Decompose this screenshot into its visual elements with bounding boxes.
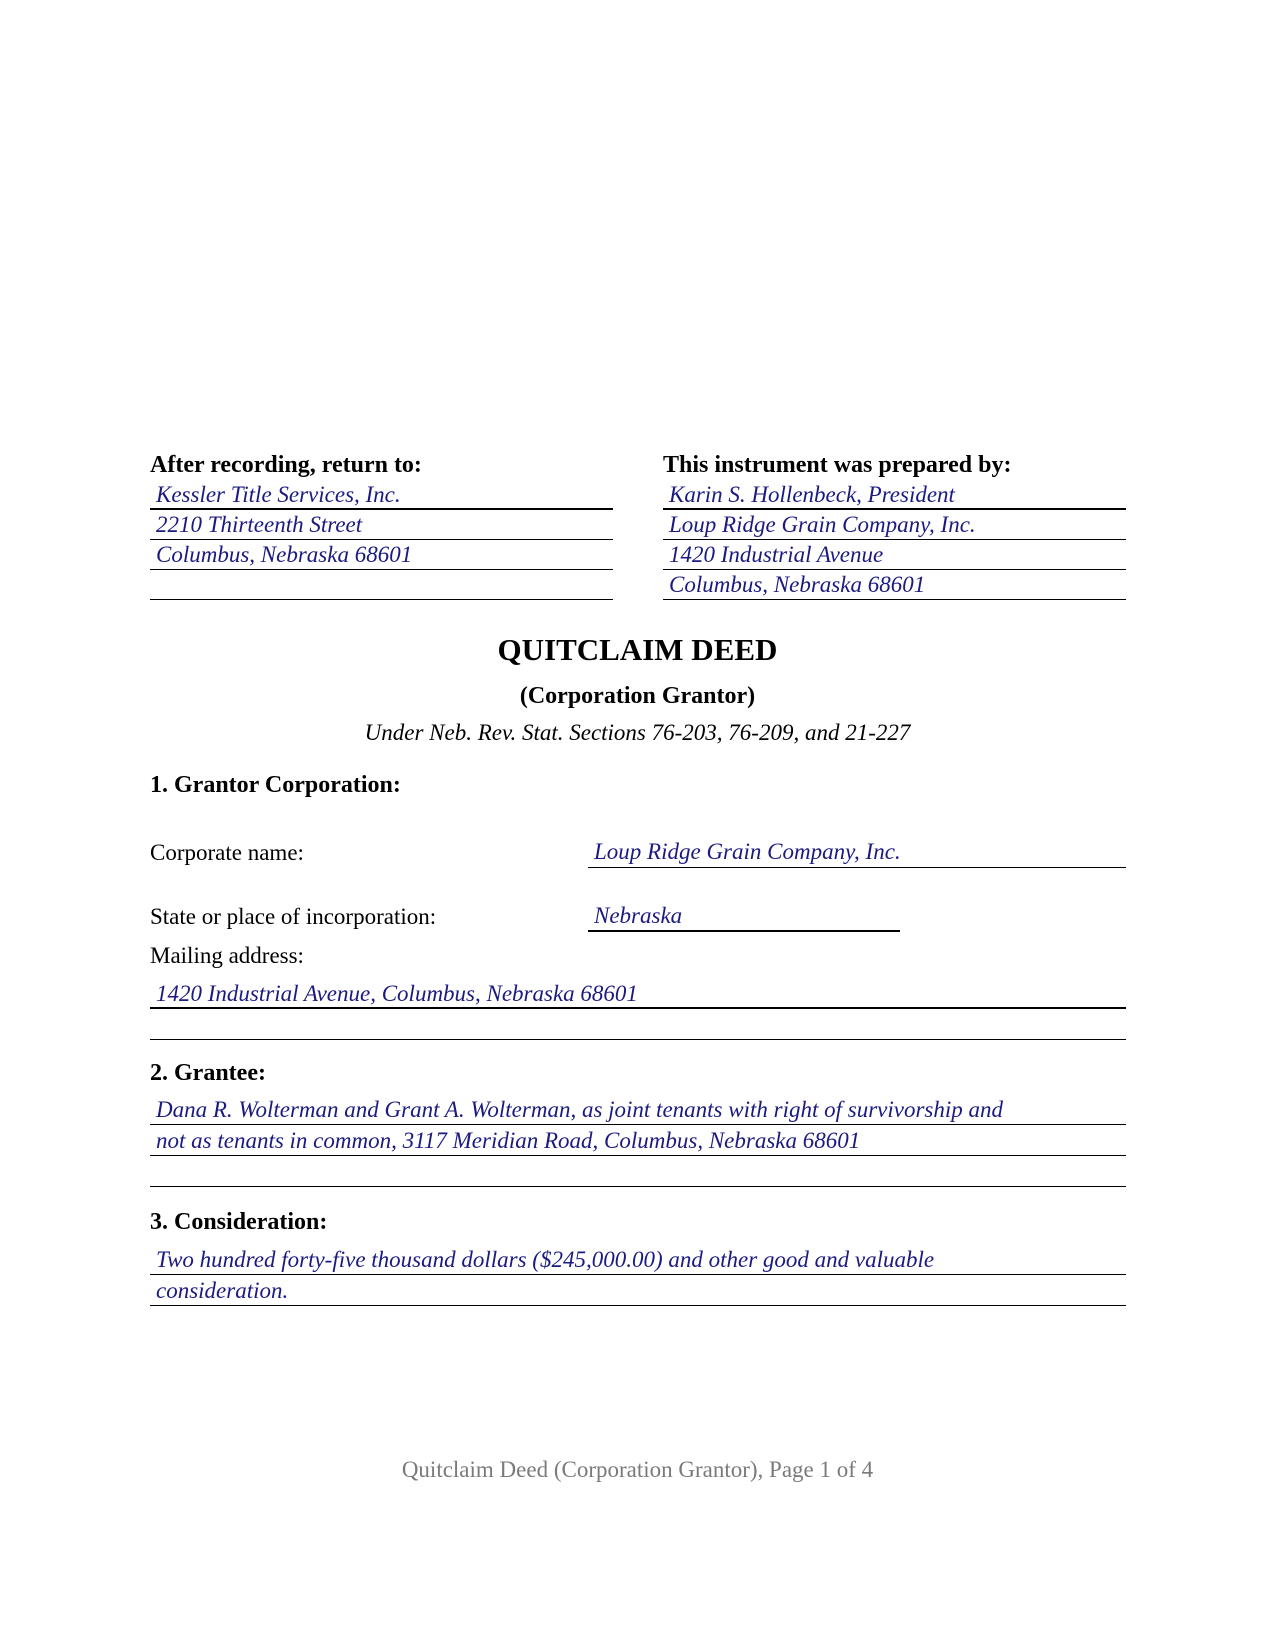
return-to-line-3: Columbus, Nebraska 68601 (150, 540, 613, 570)
mailing-address-line-2 (150, 1009, 1126, 1040)
statute-reference: Under Neb. Rev. Stat. Sections 76-203, 76-209, and 21-227 (364, 720, 911, 745)
prepared-by-line-4: Columbus, Nebraska 68601 (663, 570, 1126, 600)
corporate-name-label: Corporate name: (150, 840, 304, 865)
return-to-line-1: Kessler Title Services, Inc. (150, 480, 613, 510)
section-3-heading: 3. Consideration: (150, 1209, 328, 1235)
prepared-by-heading: This instrument was prepared by: (663, 452, 1012, 478)
mailing-address-label: Mailing address: (150, 943, 304, 968)
mailing-address-line-1: 1420 Industrial Avenue, Columbus, Nebraska 68601 (150, 978, 1126, 1009)
prepared-by-line-1: Karin S. Hollenbeck, President (663, 480, 1126, 510)
grantee-line-3 (150, 1156, 1126, 1187)
grantee-line-1: Dana R. Wolterman and Grant A. Wolterman, as joint tenants with right of survivorship and (150, 1094, 1126, 1125)
page-footer: Quitclaim Deed (Corporation Grantor), Page 1 of 4 (401, 1457, 874, 1482)
prepared-by-block (663, 450, 1126, 600)
return-to-block (150, 450, 613, 600)
return-to-line-2: 2210 Thirteenth Street (150, 510, 613, 540)
state-field: Nebraska (588, 900, 900, 932)
consideration-line-1: Two hundred forty-five thousand dollars ($245,000.00) and other good and valuable (150, 1244, 1126, 1275)
return-to-heading: After recording, return to: (150, 452, 422, 478)
section-2-heading: 2. Grantee: (150, 1060, 266, 1086)
corporate-name-field: Loup Ridge Grain Company, Inc. (588, 836, 1126, 868)
grantee-line-2: not as tenants in common, 3117 Meridian Road, Columbus, Nebraska 68601 (150, 1125, 1126, 1156)
document-subtitle: (Corporation Grantor) (519, 683, 756, 709)
state-label: State or place of incorporation: (150, 904, 437, 929)
return-to-line-4 (150, 570, 613, 600)
consideration-line-2: consideration. (150, 1275, 1126, 1306)
section-1-heading: 1. Grantor Corporation: (150, 772, 401, 798)
document-title: QUITCLAIM DEED (497, 632, 778, 667)
prepared-by-line-2: Loup Ridge Grain Company, Inc. (663, 510, 1126, 540)
prepared-by-line-3: 1420 Industrial Avenue (663, 540, 1126, 570)
